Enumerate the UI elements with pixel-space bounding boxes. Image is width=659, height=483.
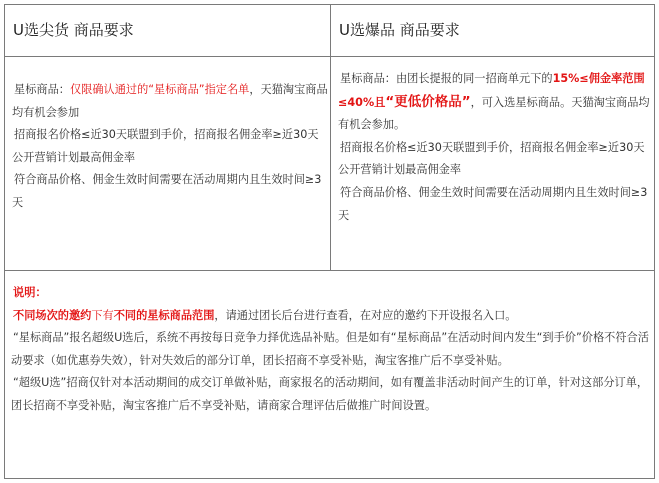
effective-time-rule: 符合商品价格、佣金生效时间需要在活动周期内且生效时间≥3天 [12, 173, 322, 209]
star-rule-rest: ，可入选星标商品。天猫淘宝商品均有机会参加。 [338, 95, 650, 132]
notes-line-order-scope: “超级U选”招商仅针对本活动期间的成交订单做补贴，商家报名的活动期间，如有覆盖非活动时间产生的订单，针对这部分订单，团长招商不享受补贴，淘宝客推广后不享受补贴，请商家合理评估后做推广时间设置。 [11, 376, 649, 412]
header-title-u-select-niche: U选尖货 商品要求 [13, 21, 134, 39]
price-commission-rule: 招商报名价格≤近30天联盟到手价，招商报名佣金率≥近30天公开营销计划最高佣金率 [12, 128, 319, 164]
lower-price-highlight: “更低价格品” [385, 93, 471, 110]
commission-range-highlight: 15%≤佣金率范围≤40%且 [338, 72, 645, 109]
requirements-table [4, 4, 655, 479]
requirements-text-right [338, 68, 650, 227]
star-label: 星标商品：由团长提报的同一招商单元下的 [340, 72, 553, 85]
price-commission-rule: 招商报名价格≤近30天联盟到手价，招商报名佣金率≥近30天公开营销计划最高佣金率 [338, 140, 645, 177]
star-scope-highlight: 不同的星标商品范围 [113, 308, 215, 322]
star-rule-rest: ，天猫淘宝商品均有机会参加 [12, 83, 328, 119]
header-cell-u-select-hot [331, 5, 654, 57]
header-cell-u-select-niche [5, 5, 331, 57]
invite-highlight: 不同场次的邀约 [13, 308, 92, 322]
notes-line-subsidy: “星标商品”报名超级U选后，系统不再按每日竞争力择优选品补贴。但是如有“星标商品”在活动时间内发生“到手价”价格不符合活动要求（如优惠券失效），针对失效后的部分订单，团长招商不享受补贴，淘宝客推广后不享受补贴。 [11, 331, 649, 367]
notes-title: 说明： [13, 286, 47, 299]
star-label: 星标商品： [14, 83, 70, 96]
notes-text [11, 282, 651, 418]
notes-cell [5, 271, 654, 478]
requirements-cell-u-select-hot [331, 57, 654, 271]
header-title-u-select-hot: U选爆品 商品要求 [339, 21, 460, 39]
notes-line-rest: ，请通过团长后台进行查看，在对应的邀约下开设报名入口。 [214, 308, 517, 322]
effective-time-rule: 符合商品价格、佣金生效时间需要在活动周期内且生效时间≥3天 [338, 185, 648, 222]
notes-line-star-scope [11, 305, 651, 328]
invite-mid: 下有 [91, 308, 114, 322]
star-whitelist-highlight: 仅限确认通过的“星标商品”指定名单 [69, 83, 250, 96]
star-product-rule [338, 68, 650, 137]
star-product-rule [12, 79, 328, 124]
requirements-cell-u-select-niche [5, 57, 331, 271]
requirements-text-left [12, 79, 328, 215]
